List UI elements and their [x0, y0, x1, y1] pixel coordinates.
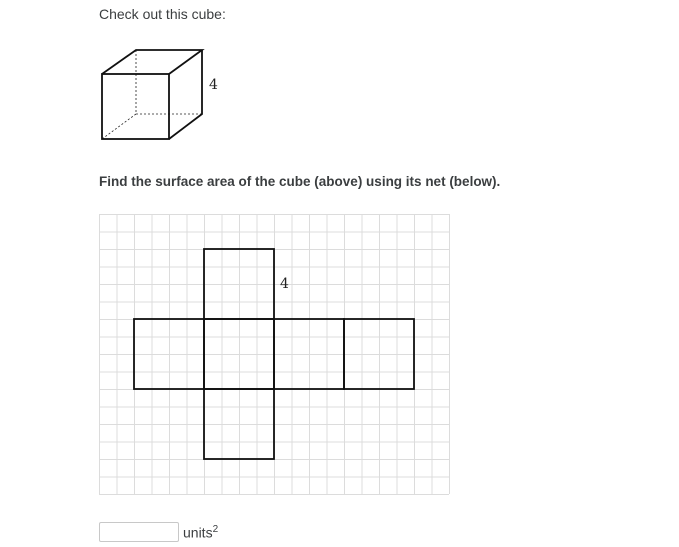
units-text: units [183, 524, 213, 541]
units-exponent: 2 [212, 523, 219, 535]
intro-text: Check out this cube: [99, 6, 226, 22]
cube-edge-label: 4 [209, 77, 218, 93]
net-edge-label: 4 [280, 276, 289, 292]
question-text: Find the surface area of the cube (above) using its net (below). [99, 174, 501, 189]
surface-area-input[interactable] [99, 522, 179, 542]
units-label [183, 524, 218, 541]
answer-row [99, 522, 218, 542]
cube-figure [96, 44, 236, 144]
cube-net-grid [99, 214, 450, 495]
